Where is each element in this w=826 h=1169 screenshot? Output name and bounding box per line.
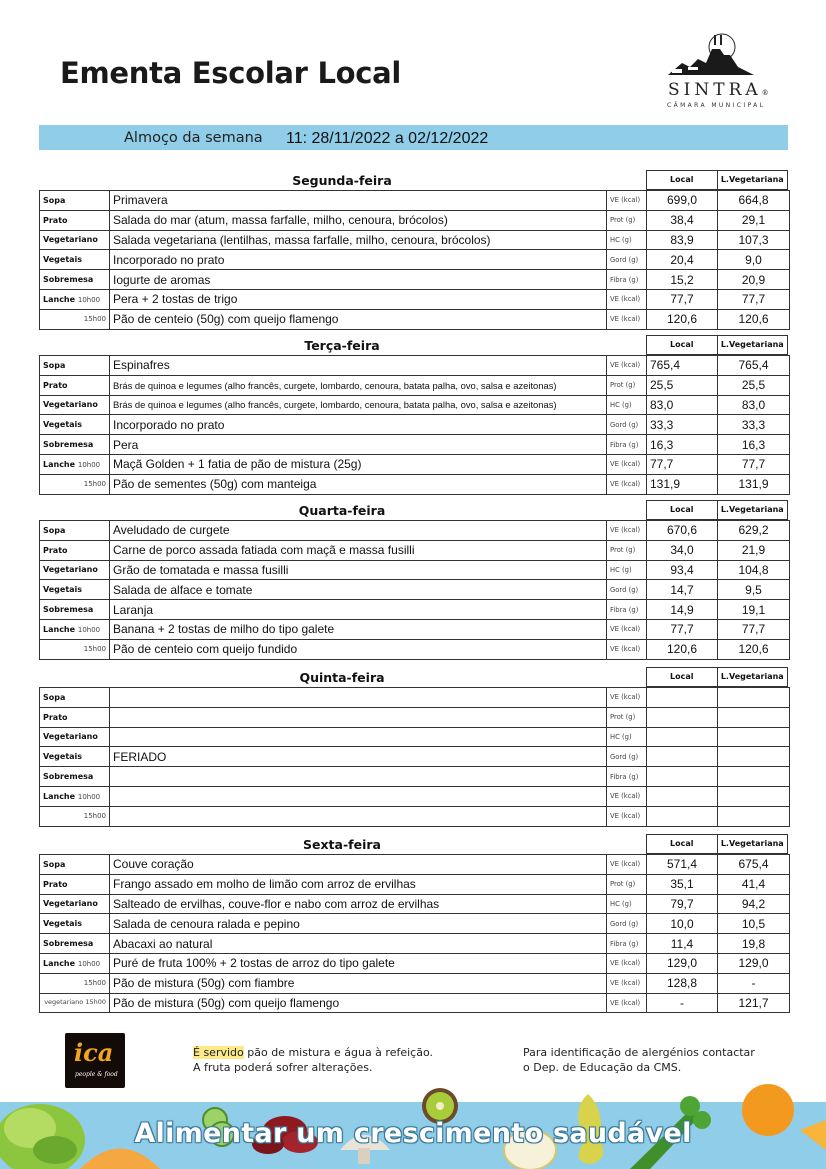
table-row	[40, 356, 790, 376]
table-cell: 83,9	[647, 230, 718, 250]
week-label: Almoço da semana	[124, 130, 263, 146]
table-cell: Grão de tomatada e massa fusilli	[110, 560, 607, 580]
table-row	[40, 934, 790, 954]
table-row	[40, 747, 790, 767]
table-cell: Incorporado no prato	[110, 415, 607, 435]
table-cell	[647, 786, 718, 806]
table-cell: 29,1	[718, 210, 790, 230]
table-cell: Prato	[40, 375, 110, 395]
table-cell: VE (kcal)	[607, 356, 647, 376]
table-cell	[647, 767, 718, 787]
table-cell: 83,0	[647, 395, 718, 415]
table-cell: VE (kcal)	[607, 993, 647, 1013]
col-local: Local	[647, 336, 718, 354]
ica-tagline: people & food	[75, 1071, 118, 1078]
table-cell: Carne de porco assada fatiada com maçã e massa fusilli	[110, 540, 607, 560]
table-cell: Vegetariano	[40, 727, 110, 747]
week-dates: 11: 28/11/2022 a 02/12/2022	[286, 130, 489, 147]
table-cell: HC (g)	[607, 894, 647, 914]
table-cell: 15h00	[40, 639, 110, 659]
served-note: É servido pão de mistura e água à refeição.	[193, 1046, 433, 1059]
table-cell	[110, 767, 607, 787]
table-cell	[647, 727, 718, 747]
table-row	[40, 474, 790, 494]
table-cell: 699,0	[647, 191, 718, 211]
table-cell: 14,7	[647, 580, 718, 600]
table-cell: Maçã Golden + 1 fatia de pão de mistura (25g)	[110, 454, 607, 474]
table-cell: HC (g)	[607, 395, 647, 415]
table-cell: Fibra (g)	[607, 600, 647, 620]
table-cell: 129,0	[647, 953, 718, 973]
table-cell: Sobremesa	[40, 934, 110, 954]
col-veg: L.Vegetariana	[720, 672, 784, 681]
table-cell: Lanche 10h00	[40, 289, 110, 309]
table-cell: 120,6	[718, 309, 790, 329]
table-cell: FERIADO	[110, 747, 607, 767]
table-cell: 9,0	[718, 250, 790, 270]
table-cell: Sobremesa	[40, 435, 110, 455]
slogan: Alimentar um crescimento saudável	[134, 1118, 692, 1149]
table-cell: Gord (g)	[607, 580, 647, 600]
table-cell: 15,2	[647, 270, 718, 290]
table-cell: Lanche 10h00	[40, 454, 110, 474]
table-cell: 33,3	[647, 415, 718, 435]
table-cell: 33,3	[718, 415, 790, 435]
ica-wordmark: ica	[74, 1038, 114, 1067]
table-cell: 15h00	[40, 309, 110, 329]
col-veg: L.Vegetariana	[720, 839, 784, 848]
table-cell: Brás de quinoa e legumes (alho francês, curgete, lombardo, cenoura, batata palha, ovo, salsa e azeitonas)	[110, 375, 607, 395]
day-wednesday	[39, 500, 789, 660]
table-cell: 131,9	[718, 474, 790, 494]
col-veg: L.Vegetariana	[720, 340, 784, 349]
table-cell: 10,0	[647, 914, 718, 934]
table-cell: Sobremesa	[40, 600, 110, 620]
table-row	[40, 250, 790, 270]
sintra-logo-icon	[664, 33, 764, 113]
col-local: Local	[647, 171, 718, 189]
table-row	[40, 953, 790, 973]
day-tuesday	[39, 335, 789, 495]
table-cell: Fibra (g)	[607, 934, 647, 954]
table-row	[40, 309, 790, 329]
table-row	[40, 580, 790, 600]
table-row	[40, 415, 790, 435]
table-cell: 77,7	[647, 289, 718, 309]
table-cell: VE (kcal)	[607, 786, 647, 806]
table-cell: Lanche 10h00	[40, 953, 110, 973]
table-cell: Sopa	[40, 356, 110, 376]
table-cell: VE (kcal)	[607, 953, 647, 973]
table-cell: VE (kcal)	[607, 806, 647, 826]
table-cell: Vegetariano	[40, 894, 110, 914]
table-cell: 19,1	[718, 600, 790, 620]
table-cell: Vegetariano	[40, 395, 110, 415]
table-cell: Prato	[40, 540, 110, 560]
table-row	[40, 806, 790, 826]
table-cell: 19,8	[718, 934, 790, 954]
table-cell: -	[647, 993, 718, 1013]
table-cell: Puré de fruta 100% + 2 tostas de arroz do tipo galete	[110, 953, 607, 973]
table-row	[40, 454, 790, 474]
table-cell: Fibra (g)	[607, 767, 647, 787]
col-local: Local	[647, 835, 718, 853]
table-cell: Salada de cenoura ralada e pepino	[110, 914, 607, 934]
table-row	[40, 727, 790, 747]
table-row	[40, 600, 790, 620]
table-cell: Prot (g)	[607, 210, 647, 230]
table-cell: Sopa	[40, 191, 110, 211]
table-cell: 83,0	[718, 395, 790, 415]
table-cell: 93,4	[647, 560, 718, 580]
table-cell: Fibra (g)	[607, 270, 647, 290]
table-cell: 21,9	[718, 540, 790, 560]
table-cell: Vegetais	[40, 580, 110, 600]
table-cell: 20,4	[647, 250, 718, 270]
table-cell: 11,4	[647, 934, 718, 954]
table-cell: VE (kcal)	[607, 619, 647, 639]
table-cell: 120,6	[647, 309, 718, 329]
table-cell	[647, 688, 718, 708]
table-cell: Primavera	[110, 191, 607, 211]
table-cell: Lanche 10h00	[40, 619, 110, 639]
table-cell	[110, 707, 607, 727]
table-cell: Salteado de ervilhas, couve-flor e nabo com arroz de ervilhas	[110, 894, 607, 914]
table-cell: 77,7	[647, 619, 718, 639]
table-row	[40, 894, 790, 914]
col-veg: L.Vegetariana	[720, 505, 784, 514]
table-cell: 765,4	[718, 356, 790, 376]
table-cell: Vegetariano	[40, 230, 110, 250]
table-row	[40, 855, 790, 875]
table-cell: Prot (g)	[607, 540, 647, 560]
day-title: Sexta-feira	[303, 837, 381, 852]
table-cell: 35,1	[647, 874, 718, 894]
table-cell: Laranja	[110, 600, 607, 620]
table-cell: Sobremesa	[40, 767, 110, 787]
table-cell: 15h00	[40, 806, 110, 826]
table-row	[40, 435, 790, 455]
table-cell: 41,4	[718, 874, 790, 894]
table-row	[40, 210, 790, 230]
table-cell: HC (g)	[607, 560, 647, 580]
table-cell: 77,7	[718, 289, 790, 309]
table-row	[40, 707, 790, 727]
table-cell: vegetariano 15h00	[40, 993, 110, 1013]
table-cell: Gord (g)	[607, 415, 647, 435]
table-row	[40, 560, 790, 580]
table-cell: 129,0	[718, 953, 790, 973]
table-cell: Sopa	[40, 521, 110, 541]
table-cell: 15h00	[40, 973, 110, 993]
table-cell: Fibra (g)	[607, 435, 647, 455]
table-cell: Vegetariano	[40, 560, 110, 580]
table-cell: VE (kcal)	[607, 639, 647, 659]
table-cell: Prot (g)	[607, 375, 647, 395]
table-cell	[718, 806, 790, 826]
table-row	[40, 993, 790, 1013]
table-cell: Banana + 2 tostas de milho do tipo galete	[110, 619, 607, 639]
allergen-note-2: o Dep. de Educação da CMS.	[523, 1061, 682, 1074]
table-cell	[718, 727, 790, 747]
table-cell: Prato	[40, 210, 110, 230]
table-cell: 38,4	[647, 210, 718, 230]
table-cell	[110, 786, 607, 806]
table-cell: 9,5	[718, 580, 790, 600]
table-cell: Gord (g)	[607, 747, 647, 767]
table-cell: VE (kcal)	[607, 855, 647, 875]
table-cell: 77,7	[718, 619, 790, 639]
table-cell: 10,5	[718, 914, 790, 934]
day-friday	[39, 834, 789, 1013]
table-cell: Salada vegetariana (lentilhas, massa farfalle, milho, cenoura, brócolos)	[110, 230, 607, 250]
table-row	[40, 914, 790, 934]
table-cell: Brás de quinoa e legumes (alho francês, curgete, lombardo, cenoura, batata palha, ovo, salsa e azeitonas)	[110, 395, 607, 415]
table-cell: Vegetais	[40, 914, 110, 934]
table-cell: Gord (g)	[607, 914, 647, 934]
table-cell: VE (kcal)	[607, 309, 647, 329]
table-cell: Salada de alface e tomate	[110, 580, 607, 600]
col-veg: L.Vegetariana	[720, 175, 784, 184]
table-row	[40, 395, 790, 415]
table-row	[40, 521, 790, 541]
table-cell: Pão de sementes (50g) com manteiga	[110, 474, 607, 494]
day-title: Terça-feira	[304, 338, 380, 353]
table-cell: 128,8	[647, 973, 718, 993]
table-row	[40, 688, 790, 708]
table-cell: 77,7	[647, 454, 718, 474]
table-row	[40, 619, 790, 639]
table-cell: HC (g)	[607, 230, 647, 250]
table-cell: 571,4	[647, 855, 718, 875]
table-cell: 121,7	[718, 993, 790, 1013]
camara-municipal-label: CÂMARA MUNICIPAL	[667, 102, 766, 109]
table-cell: 107,3	[718, 230, 790, 250]
day-title: Segunda-feira	[292, 173, 392, 188]
table-cell: VE (kcal)	[607, 521, 647, 541]
table-cell: Prot (g)	[607, 707, 647, 727]
table-cell	[647, 806, 718, 826]
table-cell: 25,5	[647, 375, 718, 395]
table-cell	[647, 707, 718, 727]
table-cell: Prato	[40, 874, 110, 894]
table-row	[40, 540, 790, 560]
table-cell: Gord (g)	[607, 250, 647, 270]
table-cell: Pão de mistura (50g) com fiambre	[110, 973, 607, 993]
table-cell: Pera	[110, 435, 607, 455]
table-cell	[718, 707, 790, 727]
table-cell: Iogurte de aromas	[110, 270, 607, 290]
day-monday	[39, 170, 789, 330]
table-cell: VE (kcal)	[607, 454, 647, 474]
table-cell: 104,8	[718, 560, 790, 580]
table-cell: Sopa	[40, 855, 110, 875]
table-cell: Prato	[40, 707, 110, 727]
table-cell: 765,4	[647, 356, 718, 376]
table-cell: 664,8	[718, 191, 790, 211]
table-cell: -	[718, 973, 790, 993]
table-cell: 25,5	[718, 375, 790, 395]
table-cell	[718, 747, 790, 767]
table-cell: Aveludado de curgete	[110, 521, 607, 541]
day-title: Quarta-feira	[298, 503, 386, 518]
table-cell: Pão de centeio com queijo fundido	[110, 639, 607, 659]
table-cell: VE (kcal)	[607, 688, 647, 708]
table-cell: 120,6	[718, 639, 790, 659]
table-cell: Pão de mistura (50g) com queijo flamengo	[110, 993, 607, 1013]
fruit-note: A fruta poderá sofrer alterações.	[193, 1061, 373, 1074]
table-cell: Sobremesa	[40, 270, 110, 290]
table-cell: Vegetais	[40, 415, 110, 435]
table-row	[40, 639, 790, 659]
col-local: Local	[647, 501, 718, 519]
table-cell: 16,3	[718, 435, 790, 455]
table-cell: Incorporado no prato	[110, 250, 607, 270]
table-cell: HC (g)	[607, 727, 647, 747]
table-cell: 120,6	[647, 639, 718, 659]
table-cell: VE (kcal)	[607, 973, 647, 993]
table-cell: Vegetais	[40, 250, 110, 270]
table-cell: 16,3	[647, 435, 718, 455]
table-cell: Abacaxi ao natural	[110, 934, 607, 954]
table-cell: 675,4	[718, 855, 790, 875]
table-cell: 20,9	[718, 270, 790, 290]
table-cell: 131,9	[647, 474, 718, 494]
table-cell	[718, 767, 790, 787]
allergen-note-1: Para identificação de alergénios contactar	[523, 1046, 755, 1059]
table-cell: VE (kcal)	[607, 191, 647, 211]
table-cell	[647, 747, 718, 767]
table-cell	[110, 806, 607, 826]
table-cell	[110, 727, 607, 747]
table-row	[40, 874, 790, 894]
table-cell: Prot (g)	[607, 874, 647, 894]
table-cell: Lanche 10h00	[40, 786, 110, 806]
table-row	[40, 289, 790, 309]
table-cell	[718, 786, 790, 806]
day-title: Quinta-feira	[299, 670, 385, 685]
table-cell: 94,2	[718, 894, 790, 914]
col-local: Local	[647, 668, 718, 686]
day-thursday	[39, 667, 789, 827]
table-cell: 34,0	[647, 540, 718, 560]
table-cell: 670,6	[647, 521, 718, 541]
table-cell: 77,7	[718, 454, 790, 474]
table-cell: VE (kcal)	[607, 289, 647, 309]
table-row	[40, 375, 790, 395]
table-cell: Pera + 2 tostas de trigo	[110, 289, 607, 309]
table-cell: Sopa	[40, 688, 110, 708]
table-row	[40, 191, 790, 211]
table-cell: Salada do mar (atum, massa farfalle, milho, cenoura, brócolos)	[110, 210, 607, 230]
table-cell: Pão de centeio (50g) com queijo flamengo	[110, 309, 607, 329]
table-cell: 15h00	[40, 474, 110, 494]
table-cell: 629,2	[718, 521, 790, 541]
table-cell: Frango assado em molho de limão com arroz de ervilhas	[110, 874, 607, 894]
table-cell: VE (kcal)	[607, 474, 647, 494]
table-cell	[110, 688, 607, 708]
table-cell: Espinafres	[110, 356, 607, 376]
table-row	[40, 767, 790, 787]
table-row	[40, 230, 790, 250]
sintra-wordmark: SINTRA®	[668, 80, 769, 100]
page-title: Ementa Escolar Local	[60, 56, 402, 90]
table-cell: Couve coração	[110, 855, 607, 875]
table-row	[40, 270, 790, 290]
table-row	[40, 786, 790, 806]
table-cell: 14,9	[647, 600, 718, 620]
table-cell: 79,7	[647, 894, 718, 914]
table-row	[40, 973, 790, 993]
table-cell	[718, 688, 790, 708]
table-cell: Vegetais	[40, 747, 110, 767]
